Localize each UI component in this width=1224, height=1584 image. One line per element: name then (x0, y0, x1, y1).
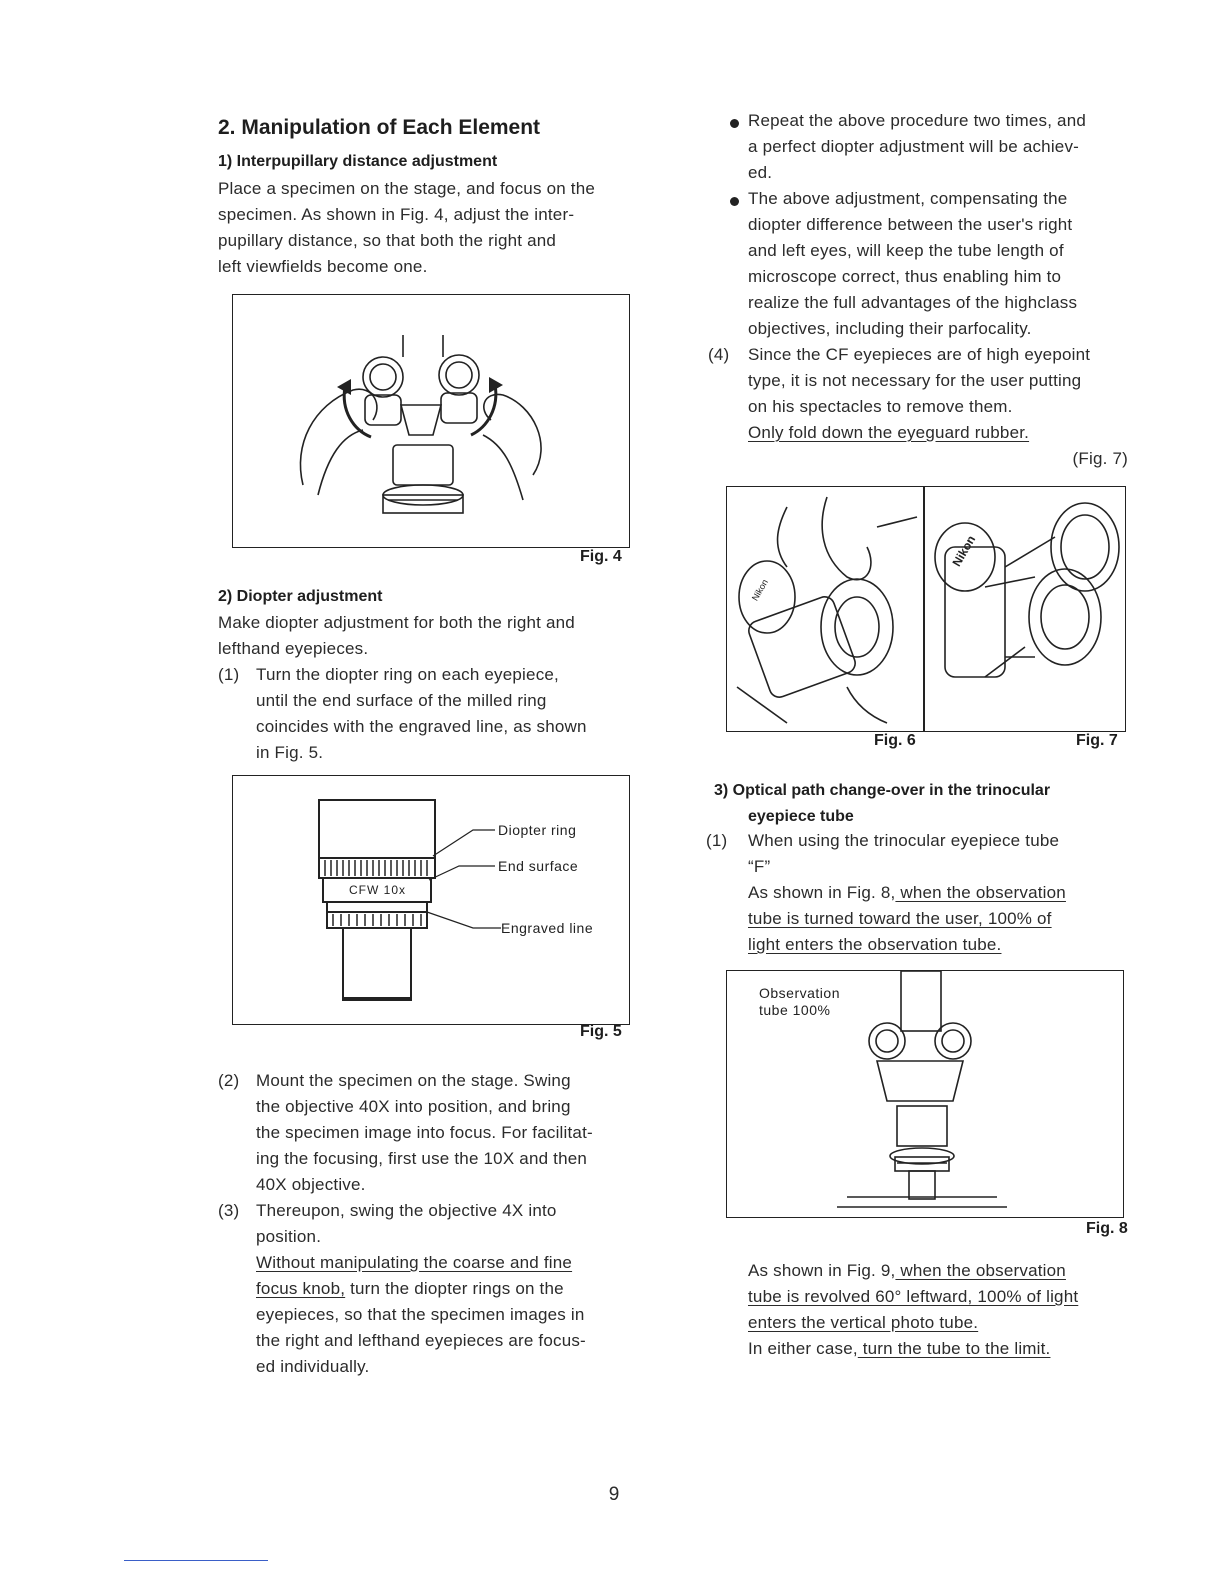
step-number: (2) (218, 1071, 240, 1090)
text-line: pupillary distance, so that both the right and (218, 231, 557, 250)
fig4-caption: Fig. 4 (580, 548, 622, 565)
eyepiece-brand-text: Nikon (749, 577, 770, 603)
fig8-label (759, 985, 840, 1019)
text-line: in Fig. 5. (256, 743, 324, 762)
text-line: specimen. As shown in Fig. 4, adjust the inter- (218, 205, 575, 224)
fig8-caption: Fig. 8 (1086, 1220, 1128, 1237)
text-line: eyepieces, so that the specimen images in (256, 1305, 585, 1324)
text-line (748, 880, 1126, 906)
text-line-underlined: tube is revolved 60° leftward, 100% of light (748, 1287, 1079, 1306)
text-line-underlined: light enters the observation tube. (748, 935, 1002, 954)
bullet-icon (730, 119, 739, 128)
eyepiece-diagram (233, 776, 629, 1024)
text-line: ed individually. (256, 1357, 370, 1376)
fig6-caption: Fig. 6 (874, 732, 916, 749)
text-line: ed. (748, 163, 773, 182)
text-line: Place a specimen on the stage, and focus on the (218, 179, 596, 198)
text-line: type, it is not necessary for the user putting (748, 371, 1082, 390)
label-line: tube 100% (759, 1002, 831, 1018)
bullet-item-2 (748, 186, 1168, 342)
text-line: lefthand eyepieces. (218, 639, 369, 658)
text-line: left viewfields become one. (218, 257, 428, 276)
text-line: until the end surface of the milled ring (256, 691, 547, 710)
eyeguard-fold-drawing (727, 487, 923, 731)
diopter-intro (218, 610, 638, 662)
underlined-phrase: turn the tube to the limit. (857, 1339, 1051, 1358)
text-line: 40X objective. (256, 1175, 366, 1194)
fig7-illustration (924, 486, 1126, 732)
text-line: “F” (748, 857, 771, 876)
text-line: and left eyes, will keep the tube length of (748, 241, 1064, 260)
underlined-phrase: when the observation (895, 1261, 1066, 1280)
label-diopter-ring: Diopter ring (498, 822, 577, 838)
optical-heading (714, 778, 1134, 830)
fig8-illustration (726, 970, 1124, 1218)
diopter-heading: 2) Diopter adjustment (218, 588, 383, 605)
ipd-paragraph (218, 176, 638, 280)
optical-step1 (706, 828, 1126, 958)
text-line: the right and lefthand eyepieces are focus- (256, 1331, 586, 1350)
text-line-underlined: Only fold down the eyeguard rubber. (748, 423, 1030, 442)
text-line-underlined: Without manipulating the coarse and fine (256, 1253, 573, 1272)
underlined-phrase: when the observation (895, 883, 1066, 902)
section-title: 2. Manipulation of Each Element (218, 116, 541, 139)
step4 (708, 342, 1128, 472)
text-line: 3) Optical path change-over in the trinocular (714, 782, 1051, 799)
eyepiece-brand-text: Nikon (949, 533, 979, 569)
ipd-heading: 1) Interpupillary distance adjustment (218, 153, 498, 170)
text-phrase: turn the diopter rings on the (345, 1279, 564, 1298)
eyepiece-marking: CFW 10x (349, 883, 407, 897)
text-phrase: In either case, (748, 1339, 858, 1358)
fig5-caption: Fig. 5 (580, 1023, 622, 1040)
text-line: Mount the specimen on the stage. Swing (256, 1071, 571, 1090)
text-line: microscope correct, thus enabling him to (748, 267, 1062, 286)
binocular-hands-drawing (233, 295, 629, 547)
figure-reference: (Fig. 7) (1072, 449, 1128, 468)
text-line: the specimen image into focus. For facilitat- (256, 1123, 593, 1142)
step-number: (1) (218, 665, 240, 684)
text-line: coincides with the engraved line, as shown (256, 717, 587, 736)
text-line: the objective 40X into position, and bring (256, 1097, 571, 1116)
fig9-paragraph (748, 1258, 1168, 1362)
diopter-step1 (218, 662, 638, 766)
eyeguard-folded-drawing (925, 487, 1125, 731)
text-line: Since the CF eyepieces are of high eyepoint (748, 345, 1091, 364)
text-line: a perfect diopter adjustment will be achiev- (748, 137, 1080, 156)
text-line: Repeat the above procedure two times, and (748, 111, 1087, 130)
fig5-illustration (232, 775, 630, 1025)
text-line: When using the trinocular eyepiece tube (748, 831, 1060, 850)
fig6-illustration (726, 486, 924, 732)
text-line (748, 1336, 1168, 1362)
fig7-caption: Fig. 7 (1076, 732, 1118, 749)
text-line: Make diopter adjustment for both the right and (218, 613, 575, 632)
bullet-icon (730, 197, 739, 206)
text-line: ing the focusing, first use the 10X and then (256, 1149, 588, 1168)
label-engraved-line: Engraved line (501, 920, 594, 936)
text-line-underlined: tube is turned toward the user, 100% of (748, 909, 1052, 928)
text-line: The above adjustment, compensating the (748, 189, 1068, 208)
step-number: (1) (706, 831, 728, 850)
text-phrase: As shown in Fig. 8, (748, 883, 896, 902)
page-number: 9 (608, 1484, 620, 1505)
text-line (256, 1276, 638, 1302)
bottom-rule (124, 1560, 268, 1561)
text-line: on his spectacles to remove them. (748, 397, 1013, 416)
text-line-underlined: enters the vertical photo tube. (748, 1313, 979, 1332)
bullet-item-1 (748, 108, 1168, 186)
step3 (218, 1198, 638, 1380)
text-line: objectives, including their parfocality. (748, 319, 1032, 338)
text-line: diopter difference between the user's right (748, 215, 1073, 234)
text-line (748, 1258, 1168, 1284)
fig4-illustration (232, 294, 630, 548)
text-line: position. (256, 1227, 322, 1246)
text-phrase: As shown in Fig. 9, (748, 1261, 896, 1280)
underlined-phrase: focus knob, (256, 1279, 346, 1298)
text-line: realize the full advantages of the highclass (748, 293, 1078, 312)
text-line: eyepiece tube (748, 808, 854, 825)
step-number: (4) (708, 345, 730, 364)
label-line: Observation (759, 985, 840, 1001)
text-line: Turn the diopter ring on each eyepiece, (256, 665, 559, 684)
text-line: Thereupon, swing the objective 4X into (256, 1201, 557, 1220)
label-end-surface: End surface (498, 858, 579, 874)
step2 (218, 1068, 638, 1198)
step-number: (3) (218, 1201, 240, 1220)
